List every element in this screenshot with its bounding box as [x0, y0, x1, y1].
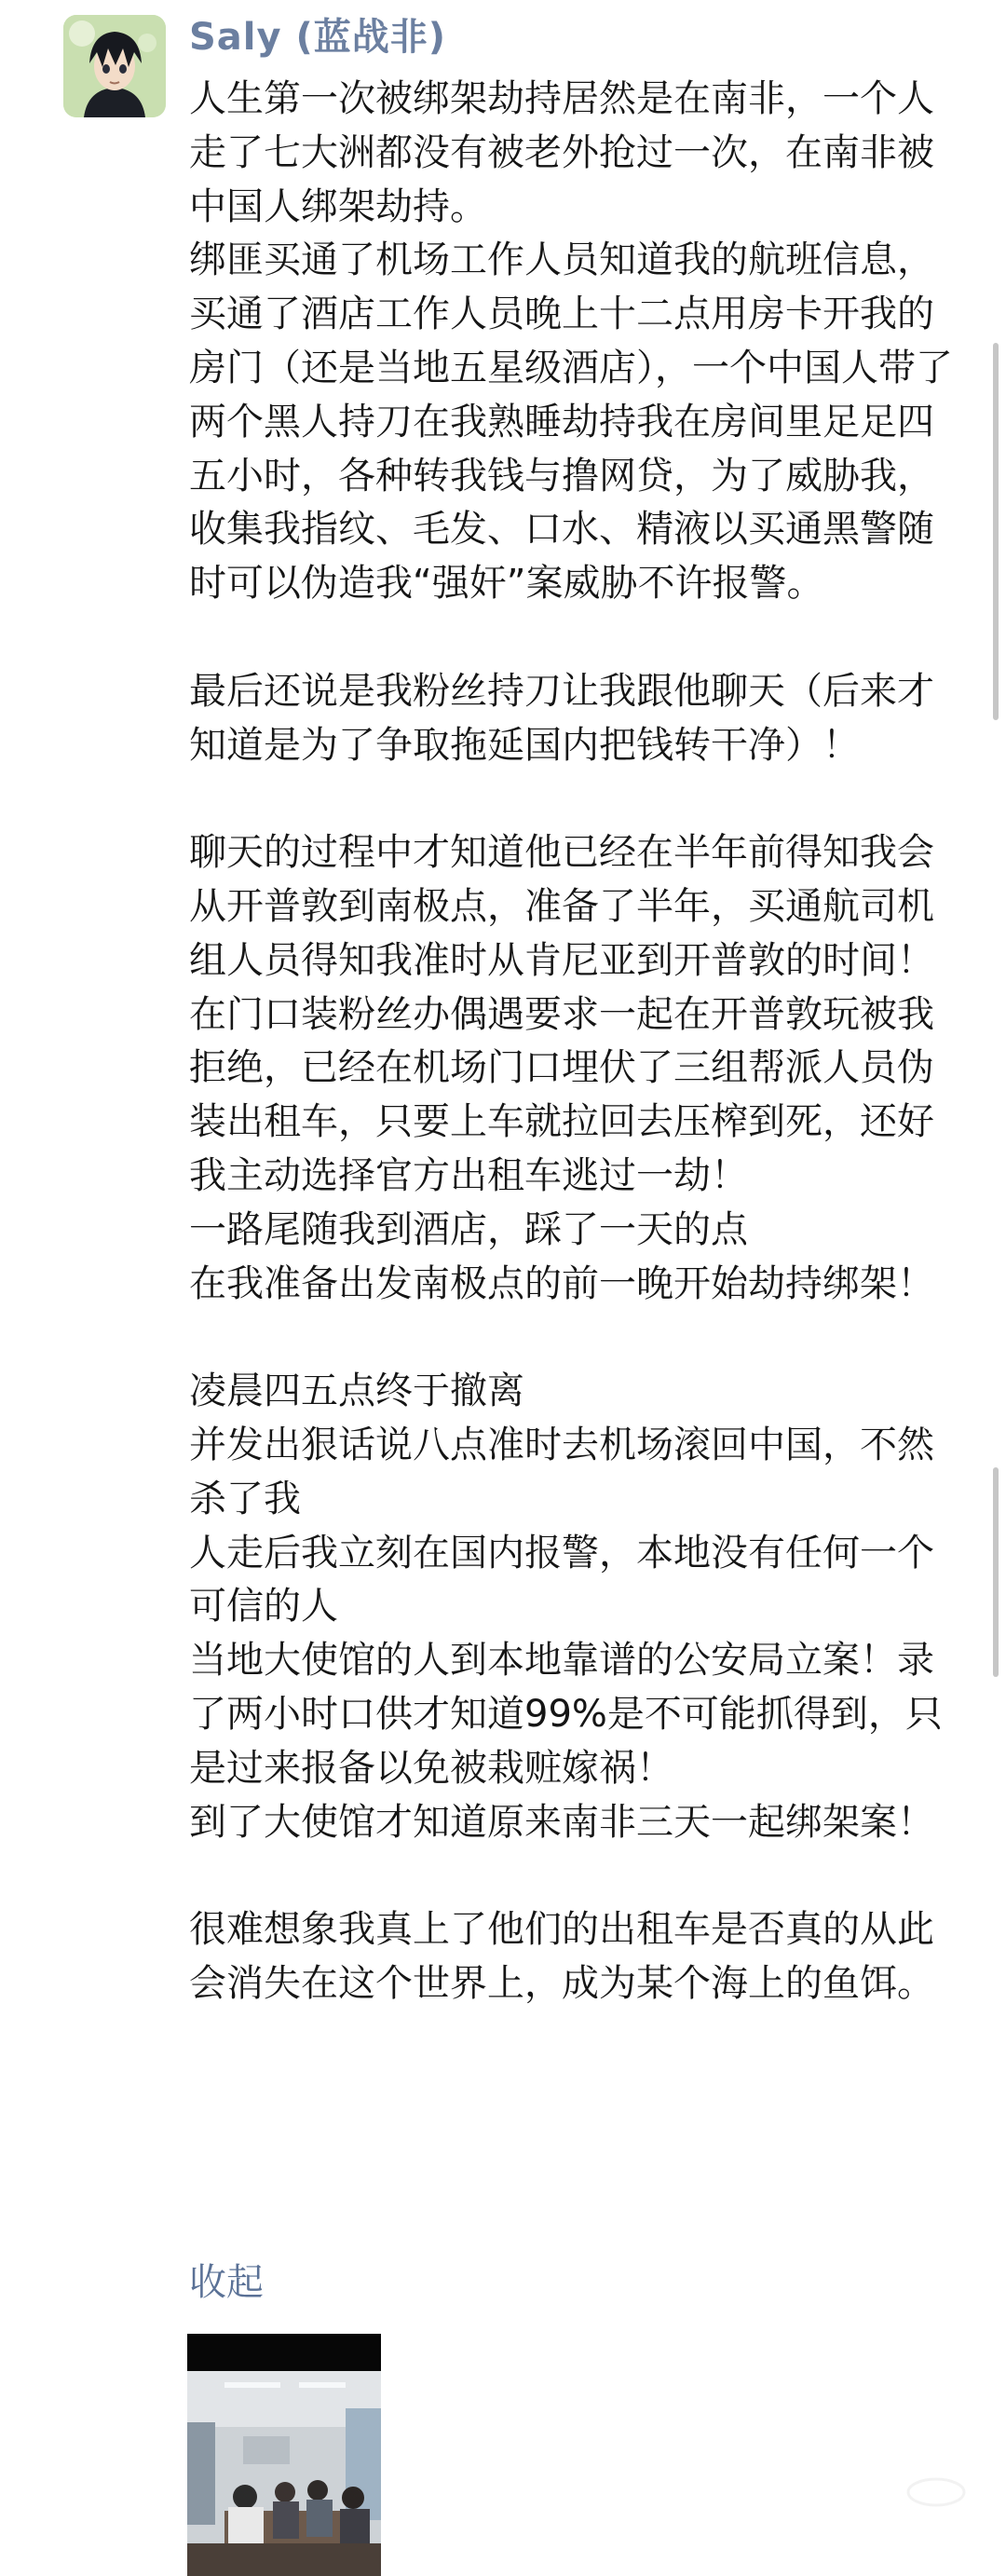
- paragraph-gap: [189, 1849, 953, 1903]
- author-name[interactable]: Saly (蓝战非): [189, 16, 447, 59]
- avatar[interactable]: [63, 15, 166, 117]
- post-body: [189, 73, 953, 2011]
- paragraph-gap: [189, 611, 953, 665]
- watermark-icon: [904, 2474, 969, 2511]
- collapse-link[interactable]: 收起: [189, 2261, 264, 2304]
- post-paragraph: 人生第一次被绑架劫持居然是在南非，一个人走了七大洲都没有被老外抢过一次，在南非被中国人绑架劫持。 绑匪买通了机场工作人员知道我的航班信息，买通了酒店工作人员晚上十二点用房卡开我的房门（还是当地五星级酒店），一个中国人带了两个黑人持刀在我熟睡劫持我在房间里足足四五小时，各种转我钱与撸网贷，为了威胁我，收集我指纹、毛发、口水、精液以买通黑警随时可以伪造我“强奸”案威胁不许报警。: [189, 77, 953, 606]
- paragraph-gap: [189, 772, 953, 826]
- post-paragraph: 最后还说是我粉丝持刀让我跟他聊天（后来才知道是为了争取拖延国内把钱转干净）！: [189, 669, 934, 767]
- scrollbar-thumb[interactable]: [993, 343, 999, 720]
- post-paragraph: 凌晨四五点终于撤离 并发出狠话说八点准时去机场滚回中国，不然杀了我 人走后我立刻在国内报警，本地没有任何一个可信的人 当地大使馆的人到本地靠谱的公安局立案！录了两小时口供才知道99%是不可能抓得到，只是过来报备以免被栽赃嫁祸！ 到了大使馆才知道原来南非三天一起绑架案！: [189, 1370, 943, 1844]
- video-thumbnail-icon: [187, 2334, 381, 2576]
- post-paragraph: 很难想象我真上了他们的出租车是否真的从此会消失在这个世界上，成为某个海上的鱼饵。: [189, 1908, 934, 2005]
- anime-avatar-icon: [63, 15, 166, 117]
- paragraph-gap: [189, 1311, 953, 1365]
- scrollbar-thumb[interactable]: [993, 1467, 999, 1677]
- post-paragraph: 聊天的过程中才知道他已经在半年前得知我会从开普敦到南极点，准备了半年，买通航司机组人员得知我准时从肯尼亚到开普敦的时间！ 在门口装粉丝办偶遇要求一起在开普敦玩被我拒绝，已经在机场门口埋伏了三组帮派人员伪装出租车，只要上车就拉回去压榨到死，还好我主动选择官方出租车逃过一劫！ 一路尾随我到酒店，踩了一天的点 在我准备出发南极点的前一晚开始劫持绑架！: [189, 831, 934, 1305]
- video-thumbnail[interactable]: [187, 2334, 381, 2576]
